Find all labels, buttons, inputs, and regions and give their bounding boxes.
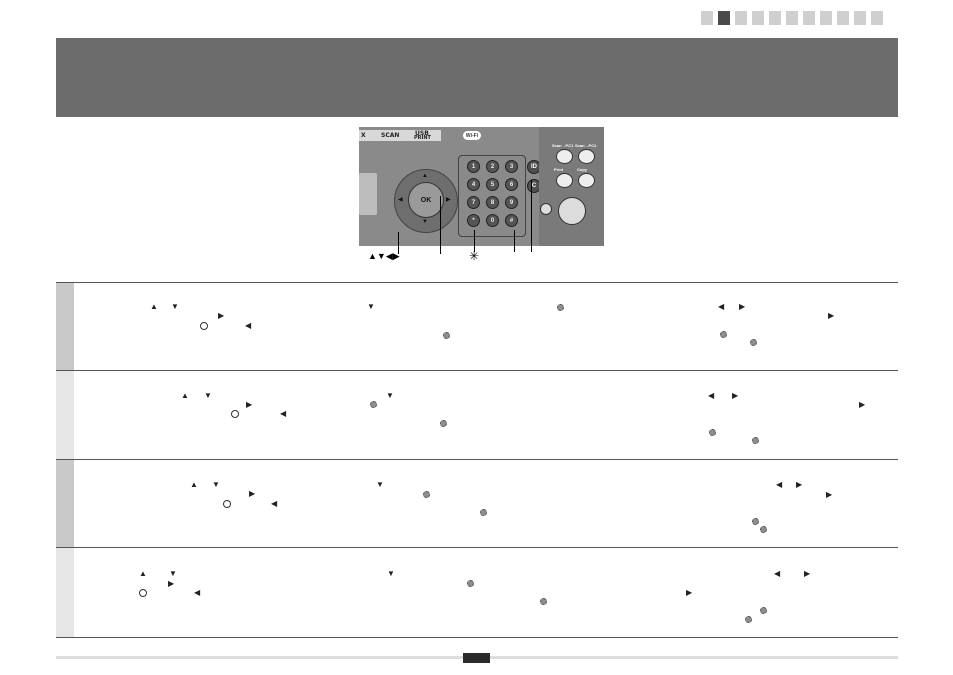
page-tab[interactable]	[803, 11, 815, 25]
up-icon: ▲	[139, 569, 147, 578]
key-hash: #	[505, 214, 518, 227]
right-icon: ▶	[859, 400, 866, 409]
page-tab[interactable]	[769, 11, 781, 25]
page-tab[interactable]	[820, 11, 832, 25]
gear-icon	[745, 616, 752, 623]
key-2: 2	[486, 160, 499, 173]
key-0: 0	[486, 214, 499, 227]
scan-pc2-button	[578, 149, 595, 164]
page-tabs	[701, 11, 883, 25]
key-9: 9	[505, 196, 518, 209]
key-6: 6	[505, 178, 518, 191]
dpad-left-icon: ◀	[398, 197, 403, 203]
dpad-down-icon: ▼	[422, 219, 428, 225]
stop-button	[540, 203, 552, 215]
ok-button: OK	[408, 182, 444, 218]
page-tab[interactable]	[837, 11, 849, 25]
id-key: ID	[527, 160, 541, 174]
usb-tab-label-2: PRINT	[414, 135, 431, 141]
scan-pc1-label: Scan→PC1	[552, 143, 574, 148]
page-tab[interactable]	[735, 11, 747, 25]
mode-tabstrip	[359, 130, 441, 141]
key-5: 5	[486, 178, 499, 191]
start-button	[558, 197, 586, 225]
up-icon: ▲	[190, 480, 198, 489]
left-icon: ◀	[271, 499, 278, 508]
left-icon: ◀	[280, 409, 287, 418]
row-3-bar	[56, 460, 74, 547]
right-icon: ▶	[246, 400, 253, 409]
dpad-up-icon: ▲	[422, 173, 428, 179]
ok-circle-icon	[223, 500, 231, 508]
gear-icon	[760, 607, 767, 614]
copy-label: Copy	[577, 167, 587, 172]
gear-icon	[423, 491, 430, 498]
page-tab[interactable]	[786, 11, 798, 25]
key-4: 4	[467, 178, 480, 191]
gear-icon	[720, 331, 727, 338]
usb-tab-label-1: USB	[415, 130, 429, 137]
up-icon: ▲	[150, 302, 158, 311]
left-icon: ◀	[718, 302, 725, 311]
page-tab[interactable]	[752, 11, 764, 25]
down-icon: ▼	[387, 569, 395, 578]
right-icon: ▶	[804, 569, 811, 578]
right-icon: ▶	[218, 311, 225, 320]
gear-icon	[540, 598, 547, 605]
ok-circle-icon	[231, 410, 239, 418]
right-icon: ▶	[686, 588, 693, 597]
gear-icon	[467, 580, 474, 587]
gear-icon	[440, 420, 447, 427]
row-divider	[56, 370, 898, 371]
up-icon: ▲	[181, 391, 189, 400]
right-icon: ▶	[732, 391, 739, 400]
key-1: 1	[467, 160, 480, 173]
dpad-right-icon: ▶	[446, 197, 451, 203]
row-divider	[56, 547, 898, 548]
control-panel-photo	[359, 127, 604, 246]
left-icon: ◀	[245, 321, 252, 330]
right-icon: ▶	[828, 311, 835, 320]
callout-star: ✳	[469, 249, 480, 263]
gear-icon	[752, 518, 759, 525]
page-tab-active[interactable]	[718, 11, 730, 25]
wifi-indicator: Wi-Fi	[463, 131, 481, 140]
row-1-bar	[56, 283, 74, 370]
scan-pc2-label: Scan→PC2	[575, 143, 597, 148]
down-icon: ▼	[169, 569, 177, 578]
ok-circle-icon	[139, 589, 147, 597]
gear-icon	[750, 339, 757, 346]
scan-pc1-button	[556, 149, 573, 164]
right-icon: ▶	[249, 489, 256, 498]
left-icon: ◀	[194, 588, 201, 597]
right-icon: ▶	[168, 579, 175, 588]
key-3: 3	[505, 160, 518, 173]
right-icon: ▶	[826, 490, 833, 499]
leader-line-hash	[514, 230, 515, 252]
leader-line-clear	[531, 180, 532, 252]
lcd-screen	[359, 173, 377, 215]
row-divider	[56, 282, 898, 283]
left-icon: ◀	[776, 480, 783, 489]
gear-icon	[370, 401, 377, 408]
callout-arrows: ▲▼◀▶	[368, 251, 400, 261]
gear-icon	[709, 429, 716, 436]
row-4-bar	[56, 548, 74, 637]
key-star: *	[467, 214, 480, 227]
key-7: 7	[467, 196, 480, 209]
gear-icon	[752, 437, 759, 444]
page-tab[interactable]	[854, 11, 866, 25]
title-band	[56, 38, 898, 117]
fax-tab-label: X	[361, 132, 366, 139]
gear-icon	[760, 526, 767, 533]
left-icon: ◀	[774, 569, 781, 578]
row-2-bar	[56, 371, 74, 459]
print-button	[556, 173, 573, 188]
row-divider	[56, 637, 898, 638]
row-divider	[56, 459, 898, 460]
leader-line-ok	[440, 196, 441, 254]
down-icon: ▼	[204, 391, 212, 400]
right-icon: ▶	[796, 480, 803, 489]
down-icon: ▼	[386, 391, 394, 400]
ok-circle-icon	[200, 322, 208, 330]
down-icon: ▼	[212, 480, 220, 489]
page-tab[interactable]	[701, 11, 713, 25]
page-number-badge	[463, 653, 490, 663]
down-icon: ▼	[171, 302, 179, 311]
clear-key: C	[527, 179, 541, 193]
scan-tab-label: SCAN	[381, 132, 400, 139]
copy-button	[578, 173, 595, 188]
down-icon: ▼	[367, 302, 375, 311]
right-icon: ▶	[739, 302, 746, 311]
gear-icon	[443, 332, 450, 339]
key-8: 8	[486, 196, 499, 209]
left-icon: ◀	[708, 391, 715, 400]
gear-icon	[480, 509, 487, 516]
down-icon: ▼	[376, 480, 384, 489]
print-label: Print	[554, 167, 564, 172]
page-tab[interactable]	[871, 11, 883, 25]
gear-icon	[557, 304, 564, 311]
